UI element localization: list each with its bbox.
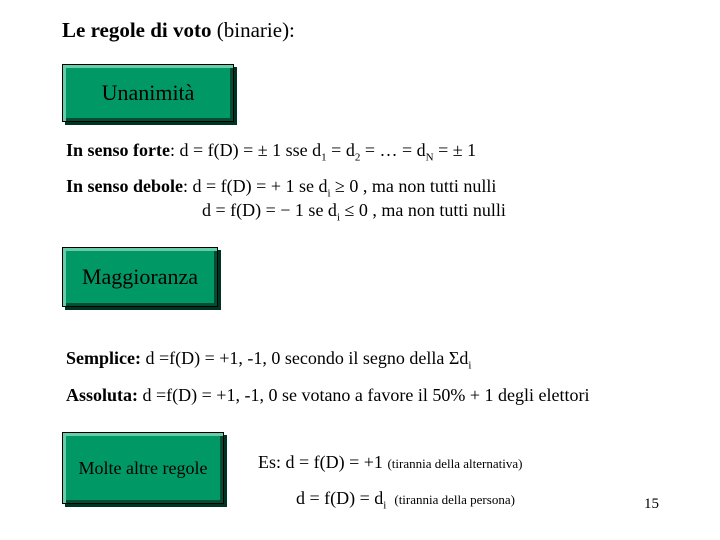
forte-sub-2: 2 bbox=[354, 151, 361, 164]
unanimita-box-label: Unanimità bbox=[101, 80, 195, 105]
maggioranza-box bbox=[62, 247, 218, 307]
debole-label: In senso debole bbox=[66, 176, 184, 196]
debole-line bbox=[66, 176, 496, 200]
debole-line2-sub: i bbox=[336, 211, 340, 224]
forte-line bbox=[66, 140, 476, 164]
unanimita-box bbox=[62, 64, 234, 122]
es-note: (tirannia della alternativa) bbox=[387, 456, 523, 471]
title-bold: Le regole di voto bbox=[62, 18, 212, 42]
forte-text-d: = ± 1 bbox=[433, 140, 477, 160]
es-line bbox=[258, 452, 522, 473]
maggioranza-box-label: Maggioranza bbox=[81, 264, 199, 289]
debole-text-a: : d = f(D) = + 1 se d bbox=[183, 176, 328, 196]
forte-text-a: : d = f(D) = ± 1 sse d bbox=[170, 140, 322, 160]
forte-text-c: = … = d bbox=[360, 140, 426, 160]
forte-sub-n: N bbox=[425, 151, 434, 164]
page-title bbox=[62, 18, 295, 43]
semplice-sub: i bbox=[468, 359, 472, 372]
title-rest: (binarie): bbox=[211, 18, 295, 42]
debole-text-b: ≥ 0 , ma non tutti nulli bbox=[330, 176, 497, 196]
es-line2-sub: i bbox=[383, 499, 387, 512]
debole-sub-i: i bbox=[327, 187, 331, 200]
debole-line-2 bbox=[202, 200, 506, 224]
altre-box bbox=[62, 432, 224, 504]
altre-box-label: Molte altre regole bbox=[78, 457, 208, 478]
page-number: 15 bbox=[644, 496, 659, 512]
es-line2-a: d = f(D) = d bbox=[296, 488, 384, 508]
semplice-text: d =f(D) = +1, -1, 0 secondo il segno della Σd bbox=[140, 348, 469, 368]
debole-line2-b: ≤ 0 , ma non tutti nulli bbox=[340, 200, 506, 220]
forte-text-b: = d bbox=[326, 140, 355, 160]
assoluta-text: d =f(D) = +1, -1, 0 se votano a favore il 50% + 1 degli elettori bbox=[138, 385, 590, 405]
assoluta-line bbox=[66, 385, 590, 406]
forte-sub-1: 1 bbox=[321, 151, 327, 164]
es-line-2 bbox=[296, 488, 515, 512]
forte-label: In senso forte bbox=[66, 140, 170, 160]
debole-line2-a: d = f(D) = − 1 se d bbox=[202, 200, 337, 220]
semplice-line bbox=[66, 348, 471, 372]
es-line2-note: (tirannia della persona) bbox=[394, 492, 515, 507]
assoluta-label: Assoluta: bbox=[66, 385, 139, 405]
semplice-label: Semplice: bbox=[66, 348, 141, 368]
es-main: Es: d = f(D) = +1 bbox=[258, 452, 388, 472]
